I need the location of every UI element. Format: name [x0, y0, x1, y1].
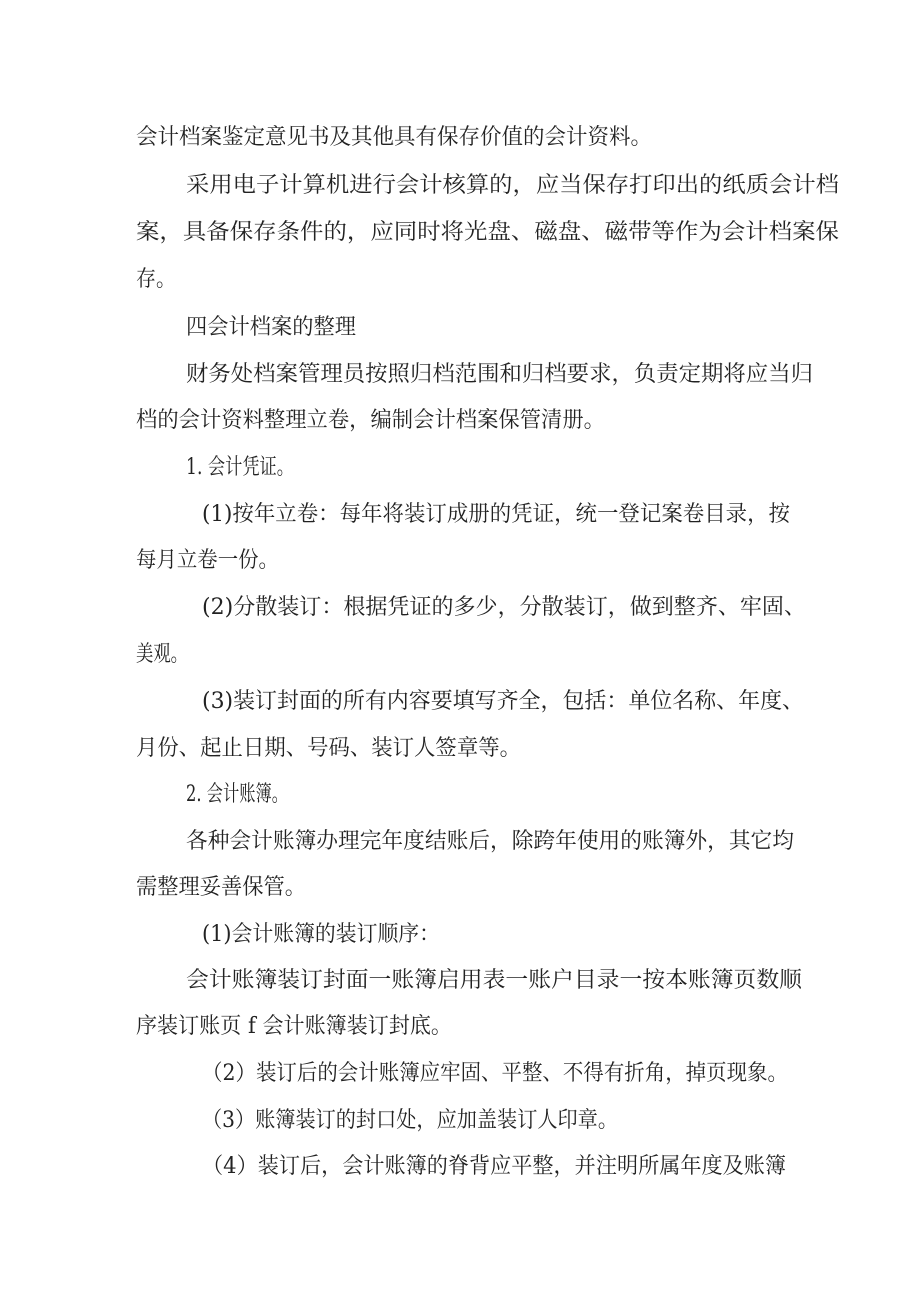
text-line: 各种会计账簿办理完年度结账后，除跨年使用的账簿外，其它均 [186, 829, 794, 854]
text-line: 采用电子计算机进行会计核算的，应当保存打印出的纸质会计档 [186, 173, 839, 198]
text-line: （3）账簿装订的封口处，应加盖装订人印章。 [202, 1108, 618, 1133]
text-line: 会计档案鉴定意见书及其他具有保存价值的会计资料。 [136, 125, 652, 150]
text-line: (1)会计账簿的装订顺序： [202, 922, 440, 947]
text-line: 美观。 [136, 642, 188, 667]
text-line: 财务处档案管理员按照归档范围和归档要求，负责定期将应当归 [186, 362, 813, 387]
text-line: 会计账簿装订封面一账簿启用表一账户目录一按本账簿页数顺 [186, 968, 802, 993]
subsection-heading: 2. 会计账簿。 [186, 782, 288, 807]
text-line: 月份、起止日期、号码、装订人签章等。 [136, 736, 521, 761]
text-line: （4）装订后，会计账簿的脊背应平整，并注明所属年度及账簿 [202, 1154, 786, 1179]
text-line: 每月立卷一份。 [136, 548, 279, 573]
text-line: 存。 [136, 267, 176, 292]
text-line: (3)装订封面的所有内容要填写齐全，包括：单位名称、年度、 [202, 689, 804, 714]
subsection-heading: 1. 会计凭证。 [186, 455, 294, 480]
text-line: (1)按年立卷：每年将装订成册的凭证，统一登记案卷目录，按 [202, 502, 790, 527]
text-line: （2）装订后的会计账簿应牢固、平整、不得有折角，掉页现象。 [202, 1061, 788, 1086]
text-line: 案，具备保存条件的，应同时将光盘、磁盘、磁带等作为会计档案保 [136, 220, 839, 245]
text-line: 档的会计资料整理立卷，编制会计档案保管清册。 [136, 408, 605, 433]
text-line: 需整理妥善保管。 [136, 875, 306, 900]
section-heading: 四会计档案的整理 [186, 315, 356, 340]
text-line: 序装订账页 f 会计账簿装订封底。 [136, 1014, 452, 1039]
text-line: (2)分散装订：根据凭证的多少，分散装订，做到整齐、牢固、 [202, 595, 806, 620]
